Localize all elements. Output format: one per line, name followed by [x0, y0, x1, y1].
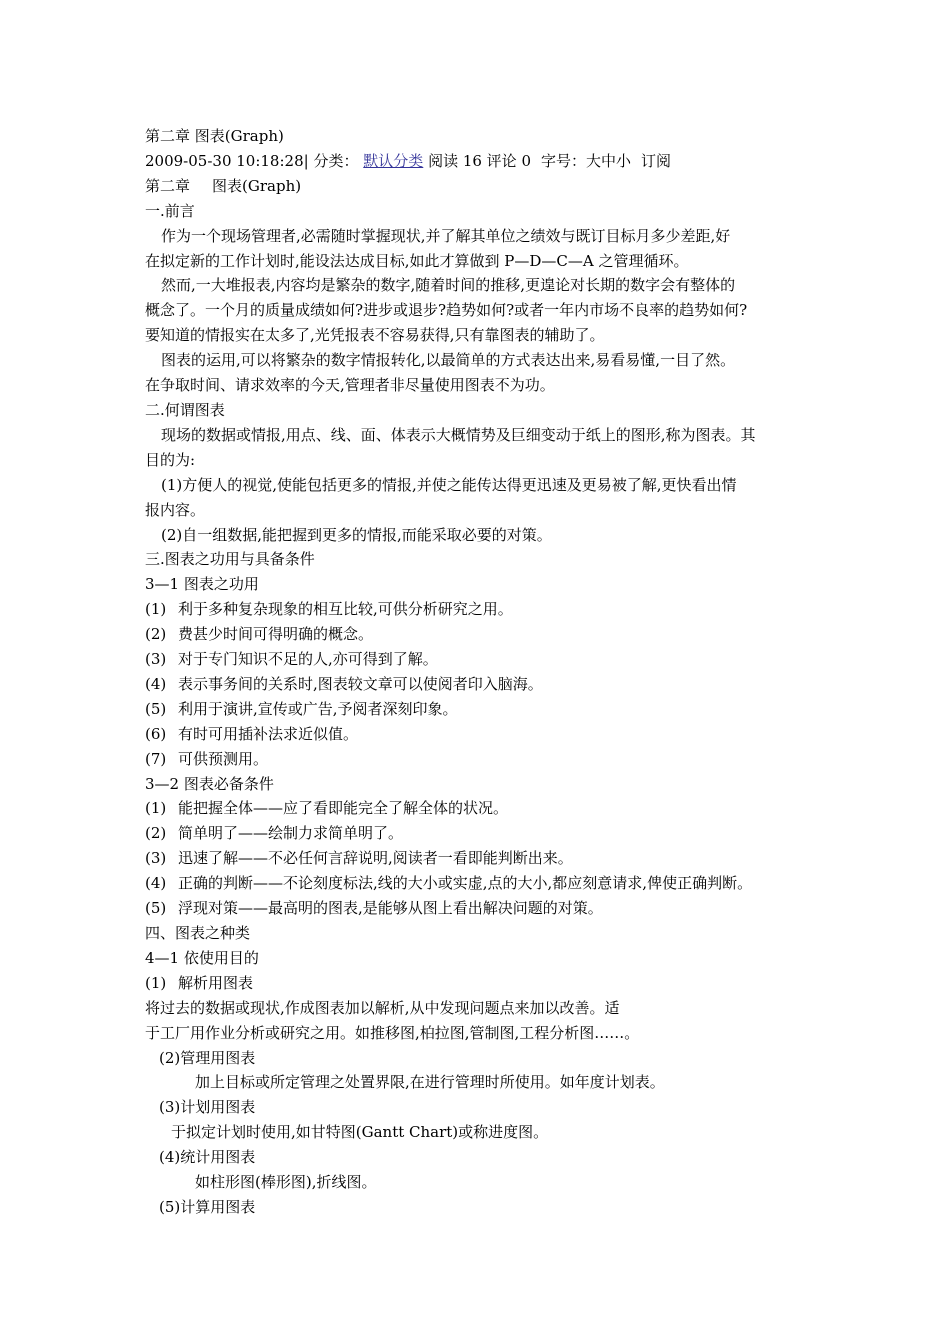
list-number: (3) [145, 849, 167, 868]
paragraph-line: 要知道的情报实在太多了,光凭报表不容易获得,只有靠图表的辅助了。 [145, 326, 605, 345]
list-text: 迅速了解——不必任何言辞说明,阅读者一看即能判断出来。 [178, 849, 573, 868]
chapter-name: 图表(Graph) [212, 176, 302, 195]
chapter-heading [145, 174, 813, 199]
chapter-number: 第二章 [145, 176, 191, 195]
category-label: 分类： [313, 151, 359, 170]
post-meta [145, 149, 813, 174]
list-item [145, 647, 813, 672]
paragraph-line: 作为一个现场管理者,必需随时掌握现状,并了解其单位之绩效与既订目标月多少差距,好 [161, 226, 731, 245]
list-item [145, 697, 813, 722]
subscribe-link[interactable]: 订阅 [641, 151, 672, 170]
list-item: (3)计划用图表 [159, 1098, 256, 1117]
list-item [145, 871, 813, 896]
paragraph-line: (2)自一组数据,能把握到更多的情报,而能采取必要的对策。 [161, 525, 552, 544]
paragraph-line: 在争取时间、请求效率的今天,管理者非尽量使用图表不为功。 [145, 376, 555, 395]
paragraph-line: 于工厂用作业分析或研究之用。如推移图,柏拉图,管制图,工程分析图……。 [145, 1023, 640, 1042]
list-item: (5)计算用图表 [159, 1197, 256, 1216]
paragraph-line: 然而,一大堆报表,内容均是繁杂的数字,随着时间的推移,更遑论对长期的数字会有整体的 [161, 276, 736, 295]
list-item: (4)统计用图表 [159, 1148, 256, 1167]
list-text: 能把握全体——应了看即能完全了解全体的状况。 [178, 799, 509, 818]
list-item [145, 722, 813, 747]
category-link[interactable]: 默认分类 [363, 151, 424, 170]
list-number: (4) [145, 674, 167, 693]
subsection-heading: 3—1 图表之功用 [145, 575, 259, 594]
list-number: (1) [145, 799, 167, 818]
list-item [145, 896, 813, 921]
read-comment-count: 阅读 16 评论 0 [428, 151, 531, 170]
list-text: 有时可用插补法求近似值。 [178, 724, 359, 743]
section-heading-definition: 二.何谓图表 [145, 400, 225, 419]
list-number: (7) [145, 749, 167, 768]
paragraph-line: (1)方便人的视觉,使能包括更多的情报,并使之能传达得更迅速及更易被了解,更快看出情 [161, 475, 737, 494]
list-text: 正确的判断——不论刻度标法,线的大小或实虚,点的大小,都应刻意请求,俾使正确判断。 [178, 874, 753, 893]
list-number: (1) [145, 973, 167, 992]
font-size-control[interactable]: 字号：大中小 [541, 151, 632, 170]
paragraph-line: 图表的运用,可以将繁杂的数字情报转化,以最简单的方式表达出来,易看易懂,一目了然。 [161, 351, 736, 370]
subsection-heading: 4—1 依使用目的 [145, 948, 259, 967]
list-number: (4) [145, 874, 167, 893]
document-body [145, 124, 813, 1220]
subsection-heading: 3—2 图表必备条件 [145, 774, 274, 793]
list-item [145, 846, 813, 871]
list-text: 简单明了——绘制力求简单明了。 [178, 824, 404, 843]
paragraph-line: 报内容。 [145, 500, 206, 519]
list-item [145, 597, 813, 622]
list-item [145, 672, 813, 697]
list-item [145, 796, 813, 821]
list-text: 表示事务间的关系时,图表较文章可以使阅者印入脑海。 [178, 674, 543, 693]
post-date: 2009-05-30 10:18:28| [145, 151, 309, 170]
paragraph-line: 如柱形图(棒形图),折线图。 [195, 1173, 377, 1192]
paragraph-line: 将过去的数据或现状,作成图表加以解析,从中发现问题点来加以改善。适 [145, 998, 620, 1017]
list-text: 利用于演讲,宣传或广告,予阅者深刻印象。 [178, 699, 458, 718]
list-text: 解析用图表 [178, 973, 254, 992]
list-number: (6) [145, 724, 167, 743]
paragraph-line: 于拟定计划时使用,如甘特图(Gantt Chart)或称进度图。 [171, 1123, 549, 1142]
list-number: (2) [145, 824, 167, 843]
paragraph-line: 加上目标或所定管理之处置界限,在进行管理时所使用。如年度计划表。 [195, 1073, 665, 1092]
page-title: 第二章 图表(Graph) [145, 127, 284, 145]
list-text: 利于多种复杂现象的相互比较,可供分析研究之用。 [178, 600, 513, 619]
list-text: 可供预测用。 [178, 749, 269, 768]
list-item [145, 622, 813, 647]
list-text: 费甚少时间可得明确的概念。 [178, 625, 374, 644]
section-heading-preface: 一.前言 [145, 201, 195, 220]
list-text: 浮现对策——最高明的图表,是能够从图上看出解决问题的对策。 [178, 899, 603, 918]
list-text: 对于专门知识不足的人,亦可得到了解。 [178, 650, 438, 669]
paragraph-line: 现场的数据或情报,用点、线、面、体表示大概情势及巨细变动于纸上的图形,称为图表。其 [161, 425, 756, 444]
list-number: (5) [145, 699, 167, 718]
list-item: (2)管理用图表 [159, 1048, 256, 1067]
list-item [145, 971, 813, 996]
list-number: (5) [145, 899, 167, 918]
list-number: (1) [145, 600, 167, 619]
paragraph-line: 概念了。一个月的质量成绩如何?进步或退步?趋势如何?或者一年内市场不良率的趋势如何? [145, 301, 748, 320]
list-item [145, 821, 813, 846]
list-item [145, 747, 813, 772]
section-heading-functions: 三.图表之功用与具备条件 [145, 550, 315, 569]
paragraph-line: 目的为: [145, 450, 196, 469]
paragraph-line: 在拟定新的工作计划时,能设法达成目标,如此才算做到 P—D—C—A 之管理循环。 [145, 251, 689, 270]
list-number: (3) [145, 650, 167, 669]
list-number: (2) [145, 625, 167, 644]
section-heading-types: 四、图表之种类 [145, 924, 251, 942]
